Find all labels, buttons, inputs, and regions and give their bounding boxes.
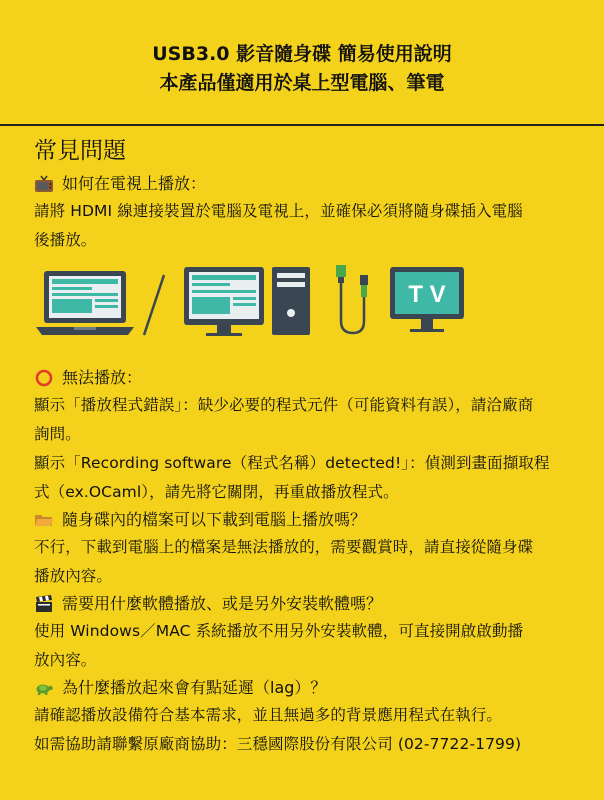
usb-cable-icon (336, 265, 368, 333)
header (0, 40, 604, 98)
answer-line: 後播放。 (34, 231, 97, 249)
tv-illustration-icon (390, 267, 464, 332)
contact-info: 如需協助請聯繫原廠商協助：三穩國際股份有限公司 (02-7722-1799) (34, 735, 522, 753)
laptop-icon (36, 271, 134, 335)
faq-question-download (34, 507, 594, 533)
faq-question-lag (34, 675, 594, 701)
faq-question-software (34, 591, 594, 617)
question-text: 為什麼播放起來會有點延遲（lag）？ (62, 678, 327, 697)
question-text: 隨身碟內的檔案可以下載到電腦上播放嗎？ (62, 510, 367, 529)
question-text: 如何在電視上播放： (62, 174, 207, 193)
slash-divider (144, 275, 164, 335)
answer-line: 式（ex.OCaml），請先將它關閉，再重啟播放程式。 (34, 483, 399, 501)
divider (0, 124, 604, 126)
page-subtitle: 本產品僅適用於桌上型電腦、筆電 (159, 72, 445, 94)
tv-icon (34, 174, 54, 194)
computer-tower-icon (272, 267, 310, 335)
answer-line: 請將 HDMI 線連接裝置於電腦及電視上，並確保必須將隨身碟插入電腦 (34, 202, 523, 220)
answer-line: 放內容。 (34, 651, 97, 669)
answer-line: 請確認播放設備符合基本需求，並且無過多的背景應用程式在執行。 (34, 706, 503, 724)
answer-line: 顯示「播放程式錯誤」：缺少必要的程式元件（可能資料有誤），請洽廠商 (34, 396, 534, 414)
question-text: 需要用什麼軟體播放、或是另外安裝軟體嗎？ (62, 594, 383, 613)
answer-line: 不行，下載到電腦上的檔案是無法播放的，需要觀賞時，請直接從隨身碟 (34, 538, 534, 556)
devices-illustration (34, 263, 594, 359)
answer-line: 播放內容。 (34, 567, 113, 585)
red-circle-icon (34, 368, 54, 388)
page-title: USB3.0 影音隨身碟 簡易使用說明 (152, 43, 452, 65)
answer-line: 使用 Windows／MAC 系統播放不用另外安裝軟體，可直接開啟啟動播 (34, 622, 524, 640)
faq-question-cannot-play (34, 365, 594, 391)
faq-question-tv (34, 171, 594, 197)
answer-line: 顯示「Recording software（程式名稱）detected!」：偵測到畫面擷取程 (34, 454, 550, 472)
answer-line: 詢問。 (34, 425, 81, 443)
faq-title: 常見問題 (34, 138, 126, 164)
tv-label: T V (408, 281, 446, 308)
question-text: 無法播放： (62, 368, 143, 387)
faq-section (34, 135, 594, 759)
turtle-icon (34, 678, 54, 698)
folder-icon (34, 510, 54, 530)
clapper-board-icon (34, 594, 54, 614)
desktop-monitor-icon (184, 267, 264, 336)
